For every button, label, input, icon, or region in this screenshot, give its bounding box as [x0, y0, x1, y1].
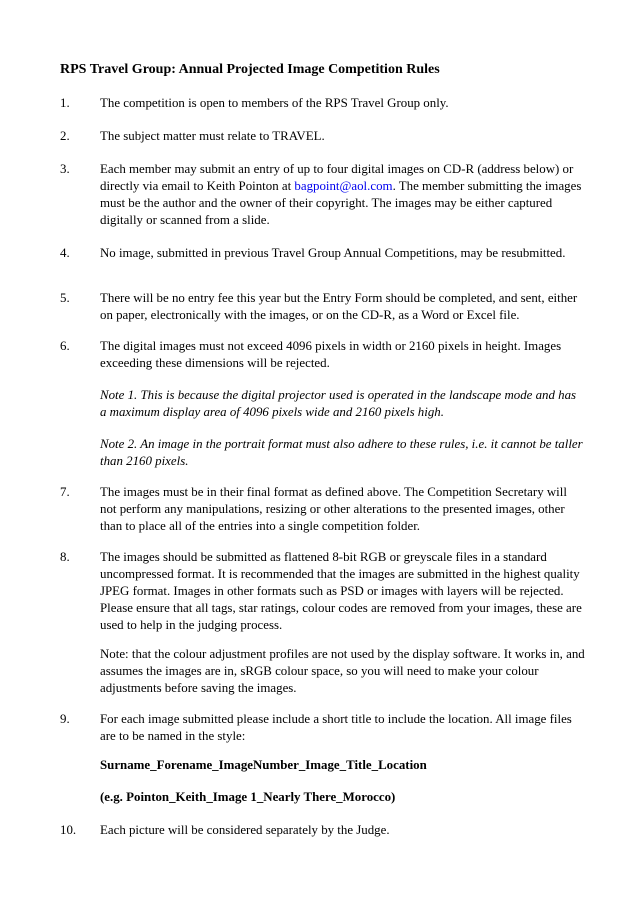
rule-number: 1. — [60, 96, 70, 110]
rule-number: 5. — [60, 291, 70, 305]
rule-text — [100, 161, 585, 229]
rule-text: The images must be in their final format as defined above. The Competition Secretary will not perform any manipulations, resizing or other alterations to the presented images, other than to place all of the entries into a single competition folder. — [100, 485, 567, 533]
rule-body — [100, 161, 585, 229]
rule-number: 7. — [60, 485, 70, 499]
note-1: Note 1. This is because the digital projector used is operated in the landscape mode and has a maximum display area of 4096 pixels wide and 2160 pixels high. — [100, 388, 577, 419]
rule-number: 9. — [60, 712, 70, 726]
rule-body — [100, 128, 585, 145]
rule-body — [100, 484, 585, 535]
rule-number: 2. — [60, 129, 70, 143]
filename-example: (e.g. Pointon_Keith_Image 1_Nearly There_Morocco) — [100, 790, 396, 804]
rule-body — [100, 245, 585, 262]
rule-item-10 — [60, 822, 585, 839]
rule-text: There will be no entry fee this year but the Entry Form should be completed, and sent, either on paper, electronically with the images, or on the CD-R, as a Word or Excel file. — [100, 291, 578, 322]
rule-number: 10. — [60, 823, 77, 837]
page-title: RPS Travel Group: Annual Projected Image Competition Rules — [60, 62, 440, 77]
rule-body — [100, 822, 585, 839]
colour-note: Note: that the colour adjustment profiles are not used by the display software. It works in, and assumes the images are in, sRGB colour space, so you will need to make your colour adjustments before saving the images. — [100, 647, 585, 695]
note-2: Note 2. An image in the portrait format must also adhere to these rules, i.e. it cannot be taller than 2160 pixels. — [100, 437, 583, 468]
rule-item-6 — [60, 338, 585, 470]
filename-format: Surname_Forename_ImageNumber_Image_Title_Location — [100, 758, 427, 772]
rule-text: The digital images must not exceed 4096 pixels in width or 2160 pixels in height. Images exceeding these dimensions will be rejected. — [100, 339, 562, 370]
rule-text: No image, submitted in previous Travel Group Annual Competitions, may be resubmitted. — [100, 246, 566, 260]
rule-number: 4. — [60, 246, 70, 260]
rule-item-5 — [60, 290, 585, 324]
rule-text: Each picture will be considered separately by the Judge. — [100, 823, 390, 837]
rule-item-7 — [60, 484, 585, 535]
rule-item-1 — [60, 95, 585, 112]
rule-item-4 — [60, 245, 585, 262]
rule-text: The images should be submitted as flattened 8-bit RGB or greyscale files in a standard uncompressed format. It is recommended that the images are submitted in the highest quality JPEG format. Images in other formats such as PSD or images with layers will be rejected. Please ensure that all tags, star ratings, colour codes are removed from your images, these are used to help in the judging process. — [100, 550, 582, 632]
rule-number: 3. — [60, 162, 70, 176]
rule-text-before-link: Each member may submit an entry of up to four digital images on CD-R (address below) or directly via email to Keith Pointon at — [100, 162, 574, 193]
rule-text: For each image submitted please include a short title to include the location. All image files are to be named in the style: — [100, 712, 572, 743]
rule-item-8 — [60, 549, 585, 697]
email-link[interactable]: bagpoint@aol.com — [294, 179, 393, 193]
rule-body — [100, 549, 585, 697]
rule-body — [100, 95, 585, 112]
rule-item-2 — [60, 128, 585, 145]
rule-text: The competition is open to members of the RPS Travel Group only. — [100, 96, 449, 110]
rule-body — [100, 290, 585, 324]
rule-text-after-link: . The member submitting the images must be the author and the owner of their copyright. The images may be either captured digitally or scanned from a slide. — [100, 179, 582, 227]
rule-item-9 — [60, 711, 585, 806]
rule-text: The subject matter must relate to TRAVEL. — [100, 129, 325, 143]
rule-body — [100, 711, 585, 806]
rule-item-3 — [60, 161, 585, 229]
rule-number: 6. — [60, 339, 70, 353]
rule-number: 8. — [60, 550, 70, 564]
rule-body — [100, 338, 585, 470]
